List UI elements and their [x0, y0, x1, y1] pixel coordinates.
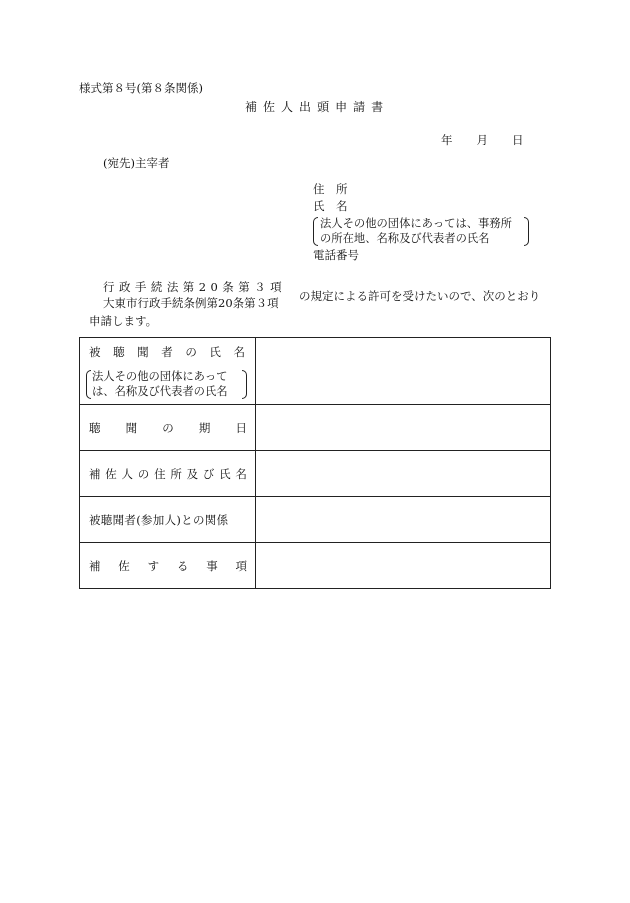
- respondent-note: [86, 369, 247, 399]
- applicant-corp-note-line-1: 法人その他の団体にあっては、事務所: [320, 217, 512, 230]
- row-label-respondent: [80, 338, 256, 405]
- addressee: (宛先)主宰者: [103, 156, 170, 170]
- row-label-hearing-date: [80, 405, 256, 451]
- document-title: [245, 100, 390, 114]
- respondent-label-wrapper: [80, 344, 255, 399]
- assistant-address-name-label: 補 佐 人 の 住 所 及 び 氏 名: [89, 466, 247, 481]
- note-bracket-left: [313, 217, 318, 246]
- law-line-1: [103, 282, 286, 294]
- assistant-address-name-field[interactable]: [256, 451, 551, 497]
- applicant-corp-note: [313, 216, 529, 246]
- date-day: 日: [512, 133, 524, 147]
- table-row: [80, 497, 551, 543]
- law-line-1-text: 行 政 手 続 法 第 2 0 条 第 ３ 項: [103, 280, 286, 294]
- relationship-label: 被聴聞者(参加人)との関係: [89, 512, 229, 527]
- name-label: 氏 名: [313, 199, 348, 213]
- respondent-bracket-left: [86, 370, 91, 399]
- body-closing: 申請します。: [89, 314, 158, 328]
- law-line-2: 大東市行政手続条例第20条第３項: [103, 296, 279, 310]
- date-month: 月: [476, 133, 488, 147]
- hearing-date-field[interactable]: [256, 405, 551, 451]
- address-label: 住 所: [313, 182, 348, 196]
- date-line: [441, 135, 524, 147]
- applicant-corp-note-line-2: の所在地、名称及び代表者の氏名: [320, 232, 490, 245]
- note-bracket-right: [524, 217, 529, 246]
- assist-matters-field[interactable]: [256, 543, 551, 589]
- form-table: [79, 337, 551, 589]
- respondent-name-label: 被 聴 聞 者 の 氏 名: [89, 344, 247, 359]
- hearing-date-label: 聴 聞 の 期 日: [89, 420, 247, 435]
- row-label-assist-matters: [80, 543, 256, 589]
- table-row: [80, 405, 551, 451]
- respondent-note-line-2: は、名称及び代表者の氏名: [92, 384, 228, 398]
- table-row: [80, 451, 551, 497]
- date-year: 年: [441, 133, 453, 147]
- relationship-field[interactable]: [256, 497, 551, 543]
- table-row: [80, 338, 551, 405]
- form-number: 様式第８号(第８条関係): [79, 81, 203, 95]
- respondent-name-field[interactable]: [256, 338, 551, 405]
- table-row: [80, 543, 551, 589]
- assist-matters-label: 補 佐 す る 事 項: [89, 558, 247, 573]
- row-label-relationship: [80, 497, 256, 543]
- document-title-text: 補 佐 人 出 頭 申 請 書: [245, 100, 390, 114]
- respondent-note-line-1: 法人その他の団体にあって: [92, 369, 228, 383]
- phone-label: 電話番号: [313, 248, 359, 262]
- respondent-bracket-right: [242, 370, 247, 399]
- body-continuation: の規定による許可を受けたいので、次のとおり: [299, 289, 541, 303]
- row-label-assistant: [80, 451, 256, 497]
